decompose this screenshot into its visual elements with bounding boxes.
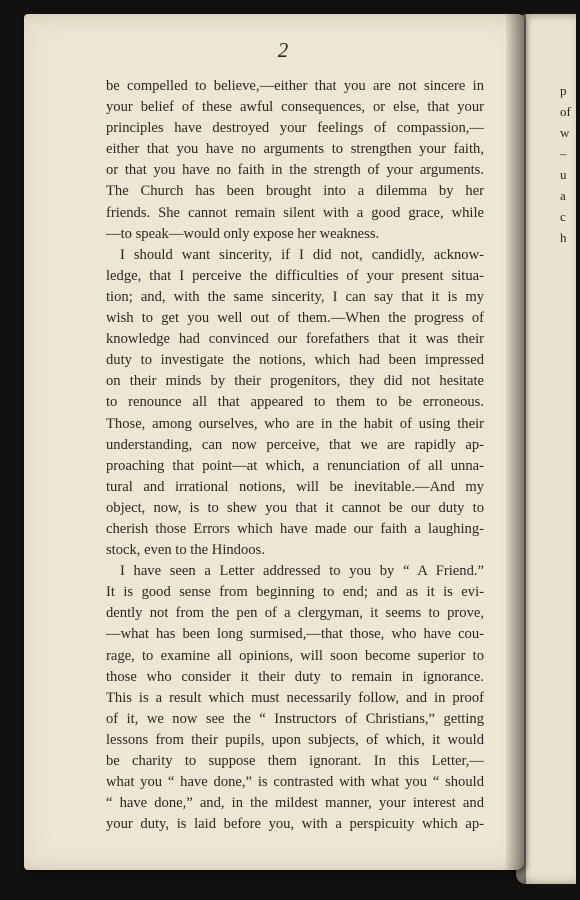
text-line: of it, we now see the “ Instructors of Christians,” getting	[106, 710, 484, 727]
text-line: be compelled to believe,—either that you are not sincere in	[106, 78, 484, 94]
fragment: of	[560, 104, 571, 119]
text-line: Those, among ourselves, who are in the habit of using their	[106, 415, 484, 432]
text-line: This is a result which must necessarily follow, and in proof	[106, 689, 484, 706]
fragment: c	[560, 209, 566, 224]
text-line: understanding, can now perceive, that we are rapidly ap-	[106, 436, 484, 453]
text-line: rage, to examine all opinions, will soon become superior to	[106, 647, 484, 664]
text-line: friends. She cannot remain silent with a good grace, while	[106, 204, 484, 221]
text-line: It is good sense from beginning to end; and as it is evi-	[106, 584, 484, 601]
text-line: —to speak—would only expose her weakness.	[106, 225, 380, 242]
text-line: tion; and, with the same sincerity, I can say that it is my	[106, 288, 484, 305]
text-line: The Church has been brought into a dilemma by her	[106, 183, 484, 200]
text-line: stock, even to the Hindoos.	[106, 542, 265, 559]
text-line: cherish those Errors which have made our faith a laughing-	[106, 520, 484, 537]
text-line: knowledge had convinced our forefathers that it was their	[106, 331, 484, 348]
body-text	[106, 76, 484, 835]
fragment: p	[560, 83, 567, 98]
page-number: 2	[277, 38, 289, 62]
text-line: either that you have no arguments to strengthen your faith,	[106, 141, 484, 158]
text-line: those who consider it their duty to remain in ignorance.	[106, 668, 484, 685]
text-line: —what has been long surmised,—that those, who have cou-	[106, 626, 484, 643]
text-line: object, now, is to shew you that it cannot be our duty to	[106, 499, 484, 516]
text-line: on their minds by their progenitors, they did not hesitate	[106, 373, 484, 390]
text-line: ledge, that I perceive the difficulties of your present situa-	[106, 267, 484, 284]
text-line: principles have destroyed your feelings of compassion,—	[106, 120, 484, 137]
text-line: to renounce all that appeared to them to be erroneous.	[106, 394, 484, 411]
fragment: h	[560, 230, 567, 245]
facing-page-text-fragments	[560, 80, 580, 248]
gutter-shadow	[506, 14, 526, 884]
text-line: wish to get you well out of them.—When the progress of	[106, 310, 484, 327]
text-line: be charity to suppose them ignorant. In this Letter,—	[106, 753, 484, 769]
fragment: u	[560, 167, 567, 182]
text-line: or that you have no faith in the strength of your arguments.	[106, 162, 484, 179]
fragment: a	[560, 188, 566, 203]
text-line: what you “ have done,” is contrasted with what you “ should	[106, 774, 484, 791]
text-line: your duty, is laid before you, with a perspicuity which ap-	[106, 816, 484, 833]
text-line: “ have done,” and, in the mildest manner, your interest and	[106, 795, 484, 812]
text-line: duty to investigate the notions, which had been impressed	[106, 352, 484, 369]
fragment: –	[560, 146, 567, 161]
text-line: your belief of these awful consequences, or else, that your	[106, 99, 484, 116]
text-line: lessons from their pupils, upon subjects, of which, it would	[106, 731, 484, 748]
fragment: w	[560, 125, 570, 140]
text-line: dently not from the pen of a clergyman, it seems to prove,	[106, 605, 484, 622]
text-line: tural and irrational notions, will be inevitable.—And my	[106, 478, 484, 495]
text-line: I should want sincerity, if I did not, candidly, acknow-	[120, 246, 484, 263]
text-line: I have seen a Letter addressed to you by “ A Friend.”	[120, 563, 484, 580]
text-line: proaching that point—at which, a renunciation of all unna-	[106, 457, 484, 474]
